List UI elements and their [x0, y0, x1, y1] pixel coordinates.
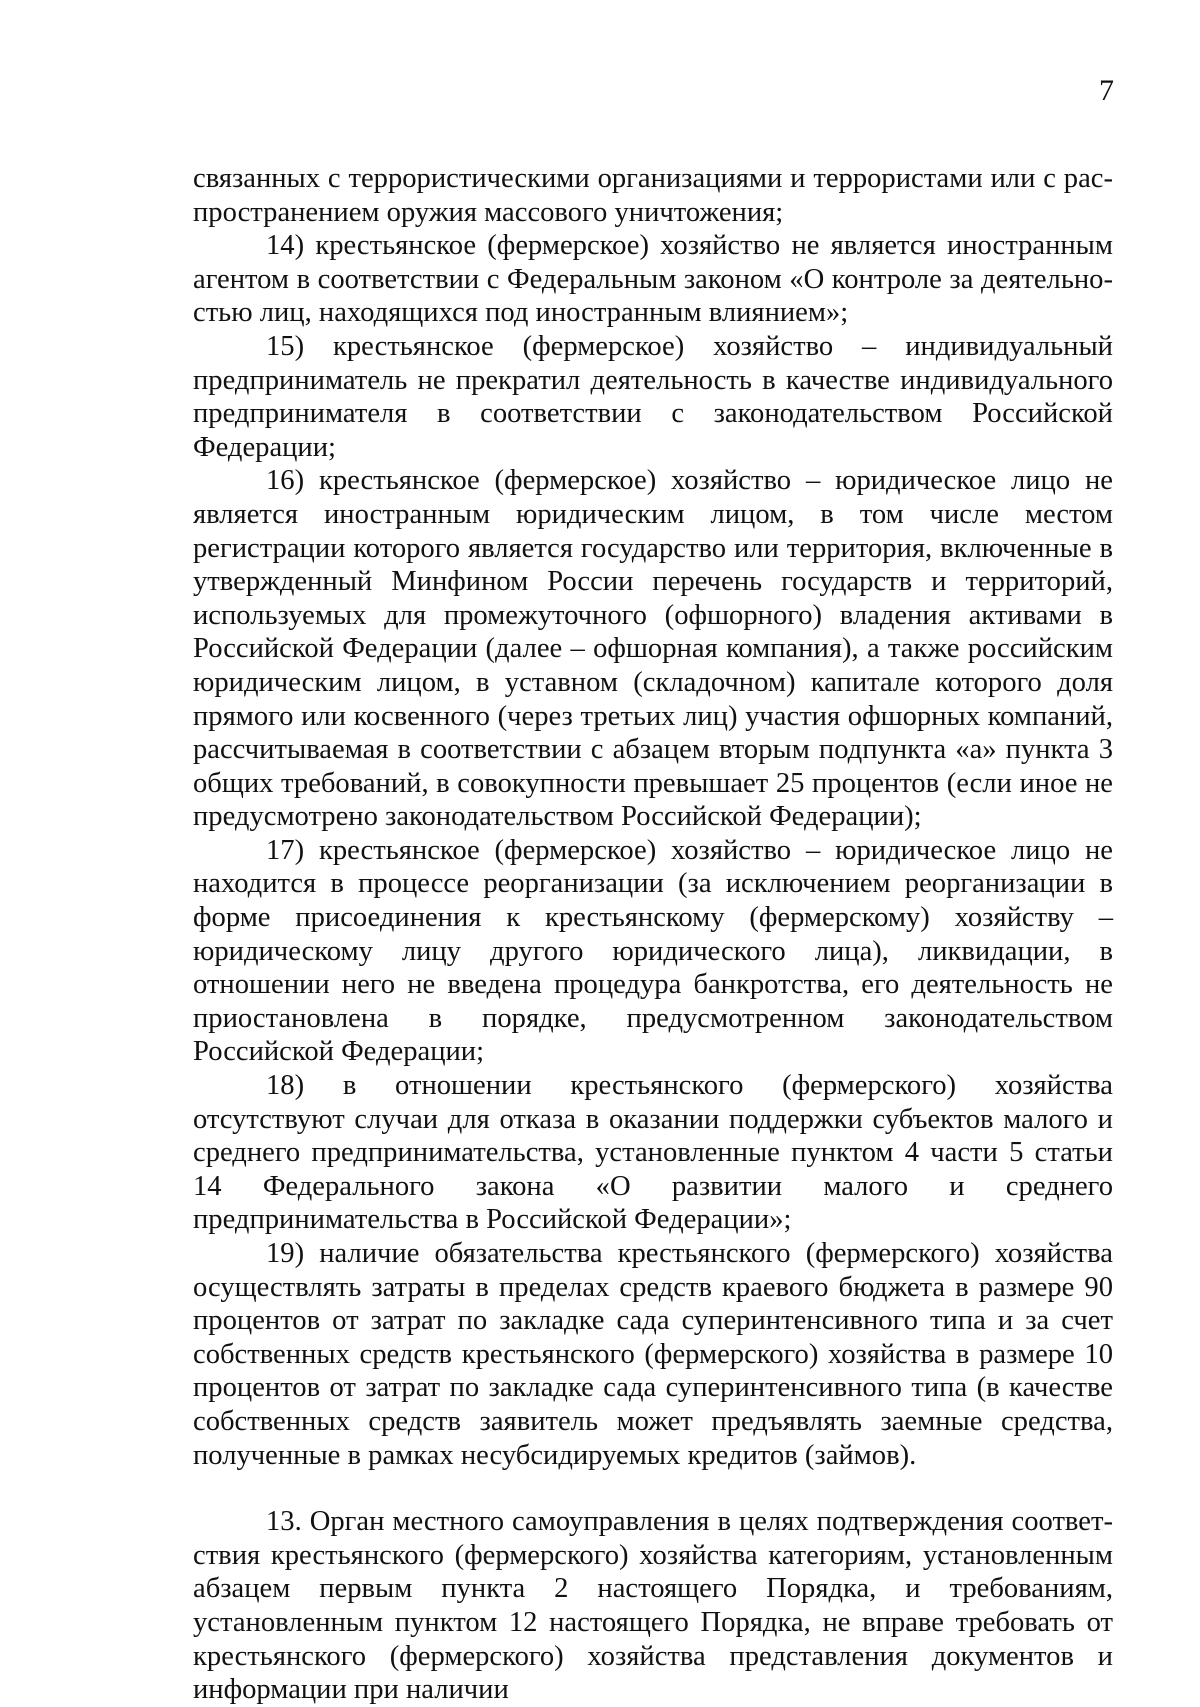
paragraph-item-18: 18) в отношении крестьянского (фермерского) хозяйства отсутствуют случаи для отказа в оказании поддержки субъектов малого и среднего предпринимательства, установленные пунктом 4 части 5 статьи 14 Федерального закона «О развитии малого и среднего предпринимательства в Российской Федерации»; [193, 1070, 1113, 1236]
paragraph-section-13: 13. Орган местного самоуправления в целях подтверждения соответствия крестьянского (фермерского) хозяйства категориям, установленным абзацем первым пункта 2 настоящего Порядка, и требованиям, установленным пунктом 12 настоящего Порядка, не вправе требовать от крестьянского (фермерского) хозяйства представления документов и информации при наличии [193, 1506, 1113, 1706]
paragraph-item-19: 19) наличие обязательства крестьянского (фермерского) хозяйства осуществлять затраты в пределах средств краевого бюджета в размере 90 процентов от затрат по закладке сада суперинтенсивного типа и за счет собственных средств крестьянского (фермерского) хозяйства в размере 10 процентов от затрат по закладке сада суперинтенсивного типа (в качестве собственных средств заявитель может предъявлять заемные средства, полученные в рамках несубсидируемых кредитов (займов). [193, 1238, 1113, 1471]
page-number: 7 [1099, 74, 1114, 107]
paragraph-continuation: связанных с террористическими организациями и террористами или с распространением оружия массового уничтожения; [193, 163, 1113, 228]
paragraph-item-14: 14) крестьянское (фермерское) хозяйство не является иностранным агентом в соответствии с Федеральным законом «О контроле за деятельностью лиц, находящихся под иностранным влиянием»; [193, 230, 1113, 329]
paragraph-item-15: 15) крестьянское (фермерское) хозяйство – индивидуальный предприниматель не прекратил деятельность в качестве индивидуального предпринимателя в соответствии с законодательством Российской Федерации; [193, 330, 1113, 463]
document-body [193, 162, 1113, 1707]
paragraph-item-17: 17) крестьянское (фермерское) хозяйство – юридическое лицо не находится в процессе реорганизации (за исключением реорганизации в форме присоединения к крестьянскому (фермерскому) хозяйству – юридическому лицу другого юридического лица), ликвидации, в отношении него не введена процедура банкротства, его деятельность не приостановлена в порядке, предусмотренном законодательством Российской Федерации; [193, 834, 1113, 1068]
paragraph-item-16: 16) крестьянское (фермерское) хозяйство – юридическое лицо не является иностранным юридическим лицом, в том числе местом регистрации которого является государство или территория, включенные в утвержденный Минфином России перечень государств и территорий, используемых для промежуточного (офшорного) владения активами в Российской Федерации (далее – офшорная компания), а также российским юридическим лицом, в уставном (складочном) капитале которого доля прямого или косвенного (через третьих лиц) участия офшорных компаний, рассчитываемая в соответствии с абзацем вторым подпункта «а» пункта 3 общих требований, в совокупности превышает 25 процентов (если иное не предусмотрено законодательством Российской Федерации); [193, 465, 1113, 833]
